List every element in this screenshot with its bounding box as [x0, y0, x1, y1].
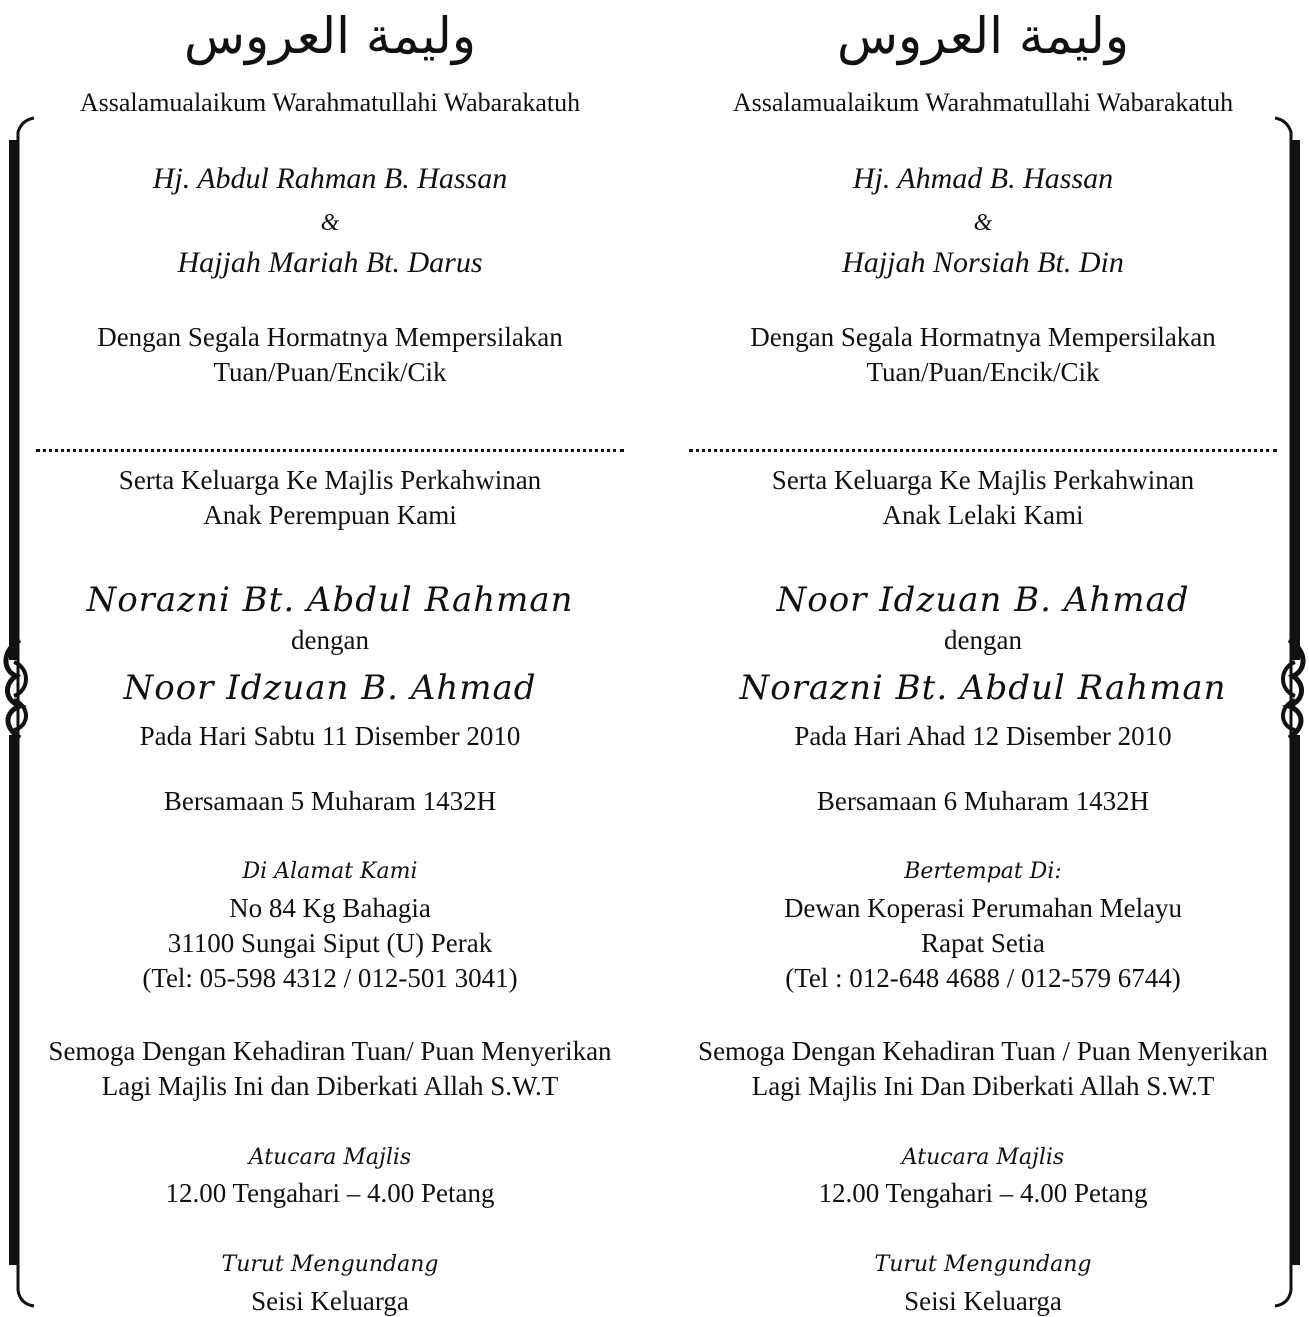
agenda-time: 12.00 Tengahari – 4.00 Petang	[165, 1178, 495, 1208]
address-line-1: No 84 Kg Bahagia	[229, 893, 431, 923]
dotted-guest-line	[36, 449, 624, 452]
host-father: Hj. Ahmad B. Hassan	[852, 162, 1114, 195]
address-line-1: Dewan Koperasi Perumahan Melayu	[783, 893, 1183, 923]
cohost: Seisi Keluarga	[904, 1286, 1062, 1316]
invite-line-2: Tuan/Puan/Encik/Cik	[866, 357, 1100, 387]
family-line-1: Serta Keluarga Ke Majlis Perkahwinan	[771, 465, 1195, 495]
address-line-2: Rapat Setia	[921, 928, 1045, 958]
family-line-2: Anak Perempuan Kami	[203, 500, 457, 530]
greeting: Assalamualaikum Warahmatullahi Wabarakatuh	[732, 88, 1234, 117]
arabic-calligraphy-title: وليمة العروس	[183, 7, 477, 65]
host-mother: Hajjah Mariah Bt. Darus	[177, 246, 483, 279]
couple-name-2: Noor Idzuan B. Ahmad	[123, 668, 537, 708]
couple-name-1: Noor Idzuan B. Ahmad	[776, 580, 1190, 620]
arabic-calligraphy-title: وليمة العروس	[836, 7, 1130, 65]
venue-label: Bertempat Di:	[904, 859, 1062, 884]
cohost: Seisi Keluarga	[251, 1286, 409, 1316]
cohost-label: Turut Mengundang	[874, 1252, 1092, 1277]
host-mother: Hajjah Norsiah Bt. Din	[842, 246, 1124, 279]
with-word: dengan	[944, 625, 1022, 655]
invite-line-2: Tuan/Puan/Encik/Cik	[213, 357, 447, 387]
ampersand: &	[320, 210, 340, 236]
couple-name-1: Norazni Bt. Abdul Rahman	[86, 580, 574, 620]
invitation-card-groom	[683, 0, 1283, 1316]
address-phone: (Tel: 05-598 4312 / 012-501 3041)	[142, 963, 518, 993]
cohost-label: Turut Mengundang	[221, 1252, 439, 1277]
agenda-time: 12.00 Tengahari – 4.00 Petang	[818, 1178, 1148, 1208]
agenda-label: Atucara Majlis	[248, 1145, 412, 1170]
wish-line-2: Lagi Majlis Ini Dan Diberkati Allah S.W.T	[751, 1071, 1215, 1101]
address-phone: (Tel : 012-648 4688 / 012-579 6744)	[785, 963, 1181, 993]
dotted-guest-line	[689, 449, 1277, 452]
date-line-2: Bersamaan 5 Muharam 1432H	[163, 786, 497, 816]
venue-label: Di Alamat Kami	[242, 859, 418, 884]
date-line-1: Pada Hari Ahad 12 Disember 2010	[794, 721, 1172, 751]
greeting: Assalamualaikum Warahmatullahi Wabarakatuh	[79, 88, 581, 117]
date-line-2: Bersamaan 6 Muharam 1432H	[816, 786, 1150, 816]
wish-line-1: Semoga Dengan Kehadiran Tuan / Puan Menyerikan	[698, 1036, 1268, 1066]
address-line-2: 31100 Sungai Siput (U) Perak	[167, 928, 493, 958]
with-word: dengan	[291, 625, 369, 655]
family-line-1: Serta Keluarga Ke Majlis Perkahwinan	[118, 465, 542, 495]
couple-name-2: Norazni Bt. Abdul Rahman	[739, 668, 1227, 708]
invite-line-1: Dengan Segala Hormatnya Mempersilakan	[750, 322, 1216, 352]
invite-line-1: Dengan Segala Hormatnya Mempersilakan	[97, 322, 563, 352]
wish-line-1: Semoga Dengan Kehadiran Tuan/ Puan Menyerikan	[48, 1036, 612, 1066]
family-line-2: Anak Lelaki Kami	[882, 500, 1084, 530]
wish-line-2: Lagi Majlis Ini dan Diberkati Allah S.W.T	[101, 1071, 559, 1101]
agenda-label: Atucara Majlis	[901, 1145, 1065, 1170]
invitation-card-bride	[30, 0, 630, 1316]
date-line-1: Pada Hari Sabtu 11 Disember 2010	[139, 721, 521, 751]
host-father: Hj. Abdul Rahman B. Hassan	[152, 162, 508, 195]
ampersand: &	[973, 210, 993, 236]
